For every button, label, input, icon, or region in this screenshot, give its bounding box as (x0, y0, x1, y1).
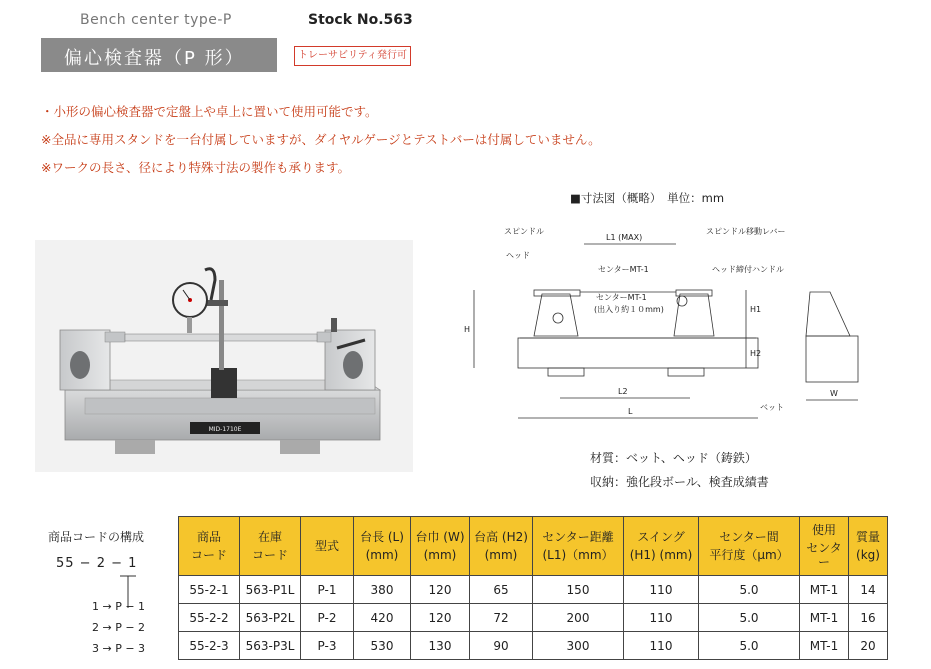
table-cell: 20 (849, 632, 888, 660)
table-cell: P-3 (301, 632, 354, 660)
table-cell: 55-2-2 (179, 604, 240, 632)
label-h1: H1 (750, 305, 762, 314)
label-spindle-lever: スピンドル移動レバー (706, 227, 786, 236)
spec-header-0 (179, 517, 240, 576)
code-map-2: 2 → P − 2 (92, 621, 146, 634)
table-cell: 110 (624, 604, 699, 632)
spec-header-line: センター距離 (542, 530, 614, 544)
product-photo (35, 240, 413, 472)
table-cell: 420 (354, 604, 411, 632)
spec-header-10 (849, 517, 888, 576)
table-cell: 65 (470, 576, 533, 604)
table-cell: P-2 (301, 604, 354, 632)
table-cell: 563-P2L (240, 604, 301, 632)
storage-text: 収納：強化段ボール、検査成績書 (590, 475, 769, 489)
spec-header-6 (533, 517, 624, 576)
note-2: ※全品に専用スタンドを一台付属していますが、ダイヤルゲージとテストバーは付属していません。 (41, 132, 601, 147)
table-cell: 55-2-3 (179, 632, 240, 660)
table-cell: 5.0 (699, 632, 800, 660)
code-map-1: 1 → P − 1 (92, 600, 146, 613)
table-cell: MT-1 (800, 576, 849, 604)
label-h: H (464, 325, 471, 334)
spec-header-line: (L1)（mm） (542, 548, 614, 562)
spec-header-line: 型式 (314, 539, 339, 553)
dimension-drawing (460, 186, 860, 426)
spec-header-line: センター間 (719, 530, 779, 544)
label-w: W (830, 389, 838, 398)
table-cell: 200 (533, 604, 624, 632)
bench-center-illustration (35, 240, 413, 472)
table-row (179, 632, 888, 660)
page-title: 偏心検査器（P 形） (64, 48, 245, 69)
label-center-bottom: センターMT-1 (596, 293, 647, 302)
table-cell: 563-P3L (240, 632, 301, 660)
code-sample: 55 − 2 − 1 (56, 556, 138, 571)
note-3: ※ワークの長さ、径により特殊寸法の製作も承ります。 (41, 160, 350, 175)
label-head-handle: ヘッド締付ハンドル (712, 265, 784, 274)
code-map-3: 3 → P − 3 (92, 642, 146, 655)
spec-table (178, 516, 888, 660)
spec-header-3 (354, 517, 411, 576)
table-cell: P-1 (301, 576, 354, 604)
table-cell: 530 (354, 632, 411, 660)
label-travel: (出入り約１０mm) (594, 305, 664, 314)
label-l2: L2 (618, 387, 628, 396)
note-1: ・小形の偏心検査器で定盤上や卓上に置いて使用可能です。 (41, 104, 378, 119)
code-structure-title: 商品コードの構成 (48, 530, 145, 544)
spec-header-line: 使用 (811, 523, 836, 537)
spec-header-7 (624, 517, 699, 576)
table-cell: 55-2-1 (179, 576, 240, 604)
stock-number: Stock No.563 (308, 12, 413, 28)
diagram-title: ■寸法図（概略） 単位：mm (570, 191, 725, 205)
label-head: ヘッド (506, 251, 530, 260)
spec-header-line: 商品 (196, 530, 221, 544)
subtitle: Bench center type-P (80, 12, 232, 28)
spec-header-line: スイング (637, 530, 685, 544)
spec-header-line: 質量 (855, 530, 880, 544)
spec-header-line: 台巾 (W) (415, 530, 465, 544)
spec-header-line: 台高 (H2) (474, 530, 528, 544)
plate-text: MID-1710E (208, 426, 242, 433)
spec-header-line: 台長 (L) (360, 530, 404, 544)
label-l: L (628, 407, 633, 416)
spec-header-line: センター (806, 541, 842, 569)
table-cell: MT-1 (800, 604, 849, 632)
table-row (179, 604, 888, 632)
spec-header-line: コード (251, 548, 288, 562)
spec-body (179, 576, 888, 660)
label-center-top: センターMT-1 (598, 265, 649, 274)
spec-header-line: 在庫 (257, 530, 282, 544)
label-l1: L1 (MAX) (606, 233, 643, 242)
spec-header-line: 平行度（µm） (709, 548, 789, 562)
table-cell: 110 (624, 632, 699, 660)
spec-header-9 (800, 517, 849, 576)
label-h2: H2 (750, 349, 762, 358)
spec-header-line: コード (190, 548, 227, 562)
spec-header-line: (mm) (423, 548, 457, 562)
table-cell: 563-P1L (240, 576, 301, 604)
spec-header-line: (kg) (856, 548, 880, 562)
table-cell: 380 (354, 576, 411, 604)
table-row (179, 576, 888, 604)
table-cell: 150 (533, 576, 624, 604)
dimension-diagram (460, 186, 860, 426)
table-cell: 110 (624, 576, 699, 604)
table-cell: 5.0 (699, 604, 800, 632)
table-cell: 5.0 (699, 576, 800, 604)
spec-header-5 (470, 517, 533, 576)
table-cell: 90 (470, 632, 533, 660)
table-cell: 14 (849, 576, 888, 604)
table-cell: 72 (470, 604, 533, 632)
table-cell: 16 (849, 604, 888, 632)
spec-header-8 (699, 517, 800, 576)
spec-header-row (179, 517, 888, 576)
spec-header-line: (mm) (484, 548, 518, 562)
spec-header-line: (mm) (365, 548, 399, 562)
label-bed: ベット (760, 403, 784, 412)
table-cell: 300 (533, 632, 624, 660)
table-cell: MT-1 (800, 632, 849, 660)
table-cell: 120 (411, 604, 470, 632)
spec-header-4 (411, 517, 470, 576)
spec-header-2 (301, 517, 354, 576)
spec-header-1 (240, 517, 301, 576)
material-text: 材質：ベット、ヘッド（鋳鉄） (590, 451, 757, 465)
spec-header-line: (H1) (mm) (629, 548, 693, 562)
traceability-badge: トレーサビリティ発行可 (294, 46, 411, 66)
table-cell: 130 (411, 632, 470, 660)
label-spindle: スピンドル (504, 227, 544, 236)
table-cell: 120 (411, 576, 470, 604)
